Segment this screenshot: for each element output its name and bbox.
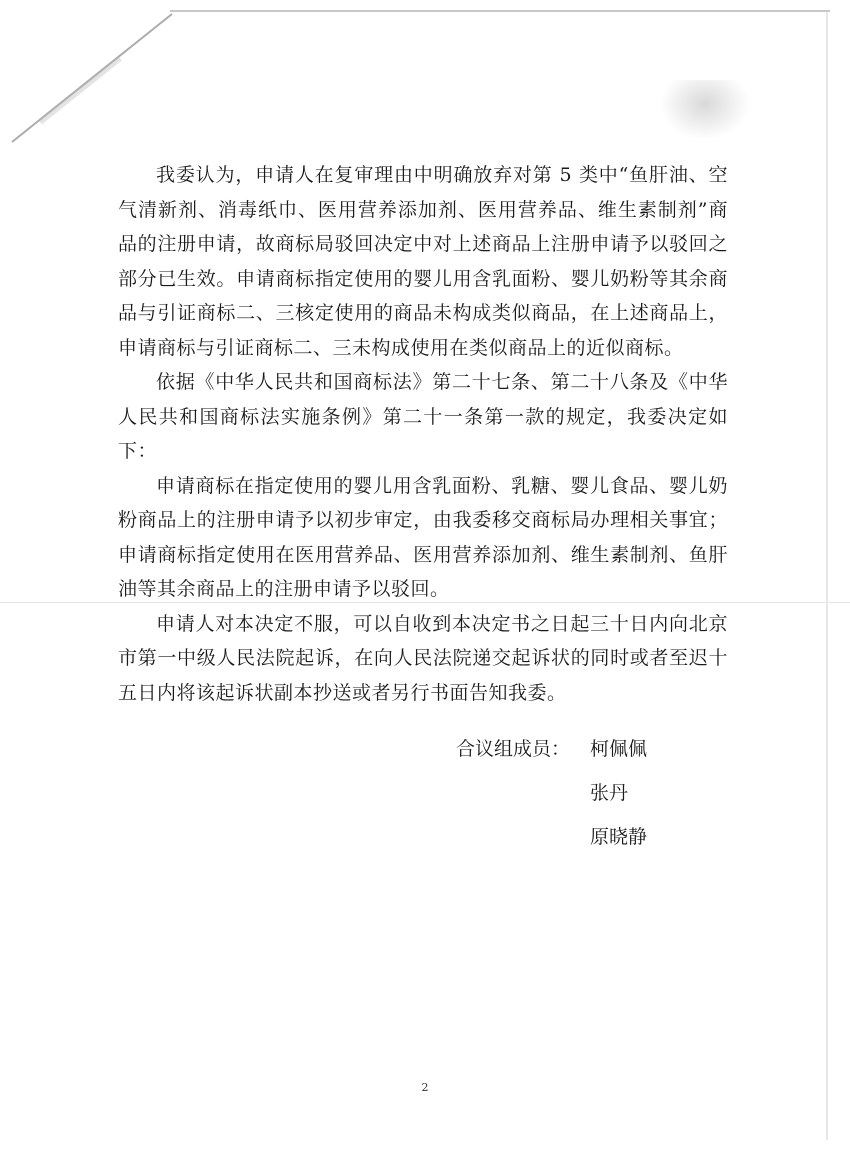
panel-members-label: 合议组成员： [456, 738, 571, 760]
scan-edge-right [826, 10, 828, 1140]
paragraph-appeal-notice: 申请人对本决定不服，可以自收到本决定书之日起三十日内向北京市第一中级人民法院起诉，在向人民法院递交起诉状的同时或者至迟十五日内将该起诉状副本抄送或者另行书面告知我委。 [118, 612, 728, 704]
page-number: 2 [421, 1081, 429, 1094]
paragraph-reasoning: 我委认为，申请人在复审理由中明确放弃对第 5 类中“鱼肝油、空气清新剂、消毒纸巾、医用营养添加剂、医用营养品、维生素制剂”商品的注册申请，故商标局驳回决定中对上述商品上注册申请予以驳回之部分已生效。申请商标指定使用的婴儿用含乳面粉、婴儿奶粉等其余商品与引证商标二、三核定使用的商品未构成类似商品，在上述商品上，申请商标与引证商标二、三未构成使用在类似商品上的近似商标。 [118, 164, 728, 359]
folded-corner-mark [0, 0, 200, 150]
panel-member-name: 柯佩佩 [590, 738, 648, 760]
panel-member-name: 张丹 [590, 782, 629, 804]
scan-smudge [660, 80, 750, 140]
panel-member-name: 原晓静 [590, 826, 648, 848]
paragraph-decision: 申请商标在指定使用的婴儿用含乳面粉、乳糖、婴儿食品、婴儿奶粉商品上的注册申请予以初步审定，由我委移交商标局办理相关事宜；申请商标指定使用在医用营养品、医用营养添加剂、维生素制剂、鱼肝油等其余商品上的注册申请予以驳回。 [118, 474, 728, 600]
signature-row [456, 727, 647, 771]
panel-members [456, 727, 647, 859]
signature-row [456, 771, 647, 815]
paragraph-legal-basis: 依据《中华人民共和国商标法》第二十七条、第二十八条及《中华人民共和国商标法实施条例》第二十一条第一款的规定，我委决定如下： [118, 371, 728, 462]
scan-edge-top [170, 10, 830, 12]
decision-body [118, 158, 728, 710]
signature-row [456, 815, 647, 859]
